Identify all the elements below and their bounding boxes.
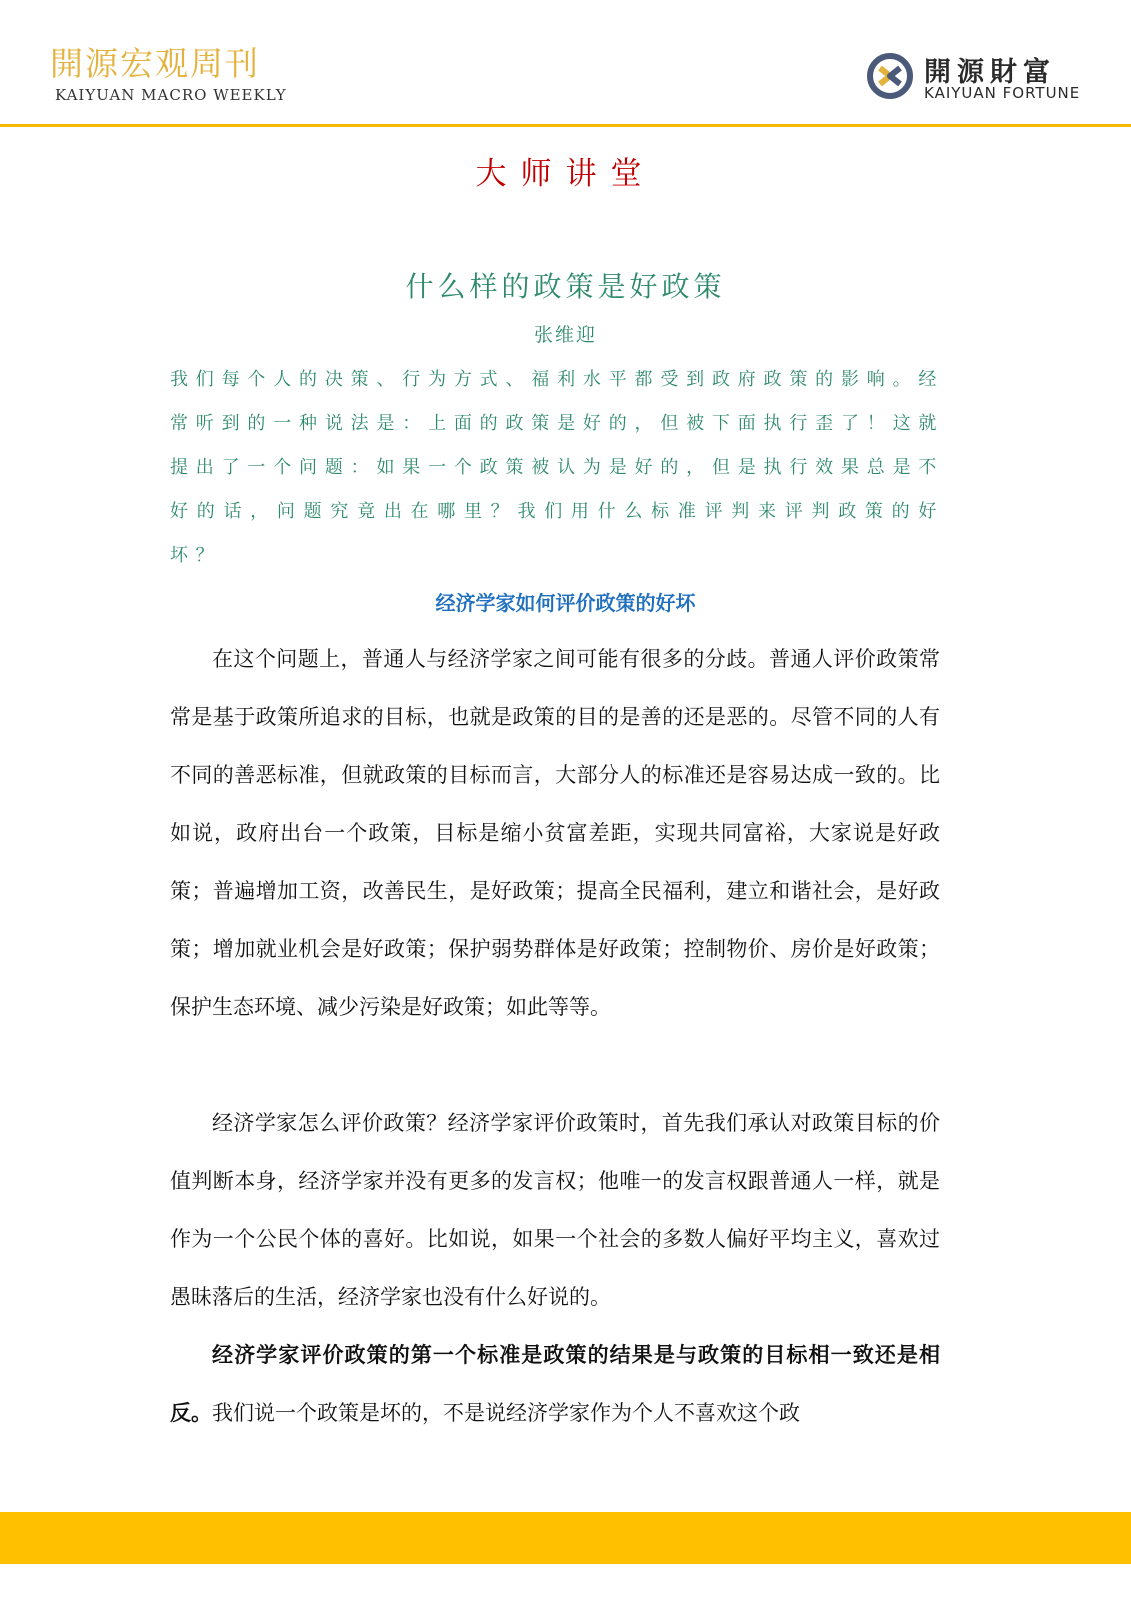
article-author: 张维迎 (533, 324, 597, 346)
publication-subtitle: KAIYUAN MACRO WEEKLY (55, 86, 287, 104)
article-abstract: 我们每个人的决策、行为方式、福利水平都受到政府政策的影响。经常听到的一种说法是：上面的政策是好的，但被下面执行歪了！这就提出了一个问题：如果一个政策被认为是好的，但是执行效果总是不好的话，问题究竟出在哪里？我们用什么标准评判来评判政策的好坏？ (170, 369, 944, 566)
section-subheading: 经济学家如何评价政策的好坏 (435, 591, 696, 615)
section-label: 大师讲堂 (475, 156, 656, 192)
paragraph-bold-lead: 经济学家评价政策的第一个标准是政策的结果是与政策的目标相一致还是相反。 (170, 1343, 940, 1425)
logo-text-cn: 開源財富 (924, 57, 1056, 88)
footer-bar (0, 1512, 1131, 1564)
body-paragraph-2: 经济学家怎么评价政策？经济学家评价政策时，首先我们承认对政策目标的价值判断本身，经济学家并没有更多的发言权；他唯一的发言权跟普通人一样，就是作为一个公民个体的喜好。比如说，如果一个社会的多数人偏好平均主义，喜欢过愚昧落后的生活，经济学家也没有什么好说的。 (170, 1111, 940, 1309)
kaiyuan-fortune-logo (866, 50, 1096, 110)
body-paragraph-3 (170, 1326, 940, 1442)
logo-mark-icon (866, 52, 914, 100)
logo-text-en: KAIYUAN FORTUNE (924, 84, 1081, 102)
publication-title: 開源宏观周刊 (50, 44, 260, 83)
body-paragraph-1: 在这个问题上，普通人与经济学家之间可能有很多的分歧。普通人评价政策常常是基于政策所追求的目标，也就是政策的目的是善的还是恶的。尽管不同的人有不同的善恶标准，但就政策的目标而言，大部分人的标准还是容易达成一致的。比如说，政府出台一个政策，目标是缩小贫富差距，实现共同富裕，大家说是好政策；普遍增加工资，改善民生，是好政策；提高全民福利，建立和谐社会，是好政策；增加就业机会是好政策；保护弱势群体是好政策；控制物价、房价是好政策；保护生态环境、减少污染是好政策；如此等等。 (170, 647, 940, 1019)
paragraph-continuation: 我们说一个政策是坏的，不是说经济学家作为个人不喜欢这个政 (212, 1401, 800, 1425)
article-title: 什么样的政策是好政策 (405, 270, 726, 303)
page-header (0, 0, 1131, 126)
header-divider (0, 124, 1131, 127)
